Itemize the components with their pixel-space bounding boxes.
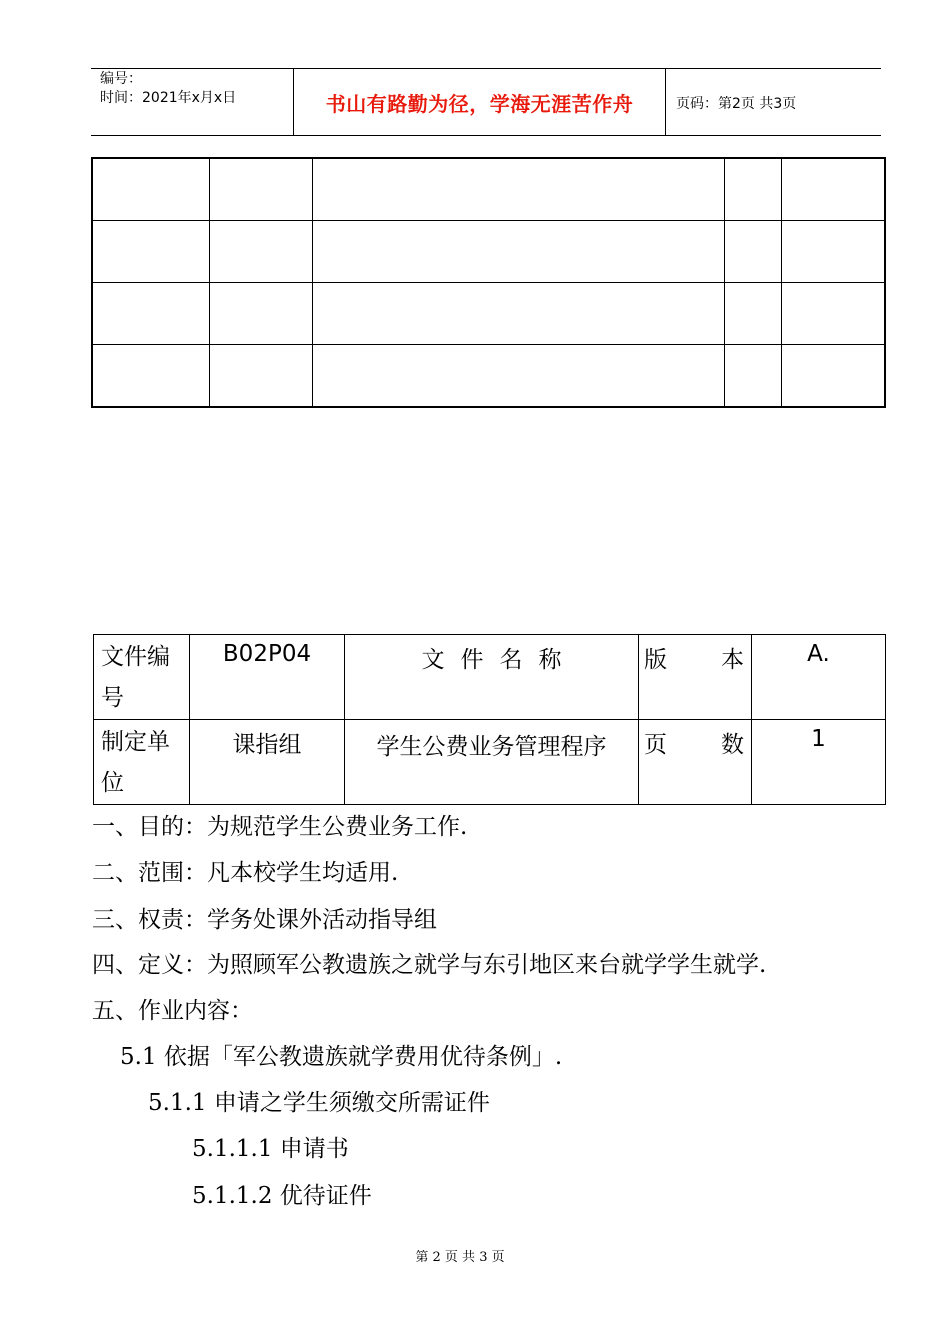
header-top-rule (91, 68, 881, 69)
header-page-label: 页码：第2页 共3页 (676, 96, 797, 112)
table-row (92, 283, 885, 345)
table-row (92, 158, 885, 221)
page-count-label: 页 数 (639, 720, 752, 805)
header-divider-right (665, 68, 666, 135)
version-label: 版 本 (639, 635, 752, 720)
file-name-label: 文件名称 (421, 647, 578, 673)
section-purpose: 一、目的：为规范学生公费业务工作. (92, 814, 468, 840)
item-5-1-1: 5.1.1 申请之学生须缴交所需证件 (148, 1090, 490, 1116)
issuing-unit-value: 课指组 (190, 720, 345, 805)
issuing-unit-label: 制定单位 (94, 720, 190, 805)
header-motto: 书山有路勤为径，学海无涯苦作舟 (325, 92, 634, 116)
empty-grid-table (91, 157, 886, 408)
table-row (94, 635, 886, 720)
header-time-label: 时间：2021年x月x日 (100, 90, 237, 106)
table-row (92, 345, 885, 408)
file-name-value: 学生公费业务管理程序 (345, 720, 639, 805)
section-procedure: 五、作业内容： (92, 998, 253, 1024)
item-5-1-1-2: 5.1.1.2 优待证件 (192, 1183, 372, 1209)
file-number-value: B02P04 (190, 635, 345, 720)
header-meta (100, 70, 236, 108)
page-footer: 第 2 页 共 3 页 (415, 1250, 505, 1265)
page-count-value: 1 (752, 720, 886, 805)
section-definition: 四、定义：为照顾军公教遗族之就学与东引地区来台就学学生就学. (92, 952, 767, 978)
item-5-1: 5.1 依据「军公教遗族就学费用优待条例」. (120, 1044, 563, 1070)
header-bottom-rule (91, 135, 881, 136)
version-value: A. (752, 635, 886, 720)
item-5-1-1-1: 5.1.1.1 申请书 (192, 1136, 349, 1162)
document-info-table (93, 634, 886, 805)
table-row (94, 720, 886, 805)
section-responsibility: 三、权责：学务处课外活动指导组 (92, 907, 437, 933)
header-number-label: 编号： (100, 71, 142, 87)
file-number-label: 文件编号 (94, 635, 190, 720)
section-scope: 二、范围：凡本校学生均适用. (92, 860, 399, 886)
table-row (92, 221, 885, 283)
